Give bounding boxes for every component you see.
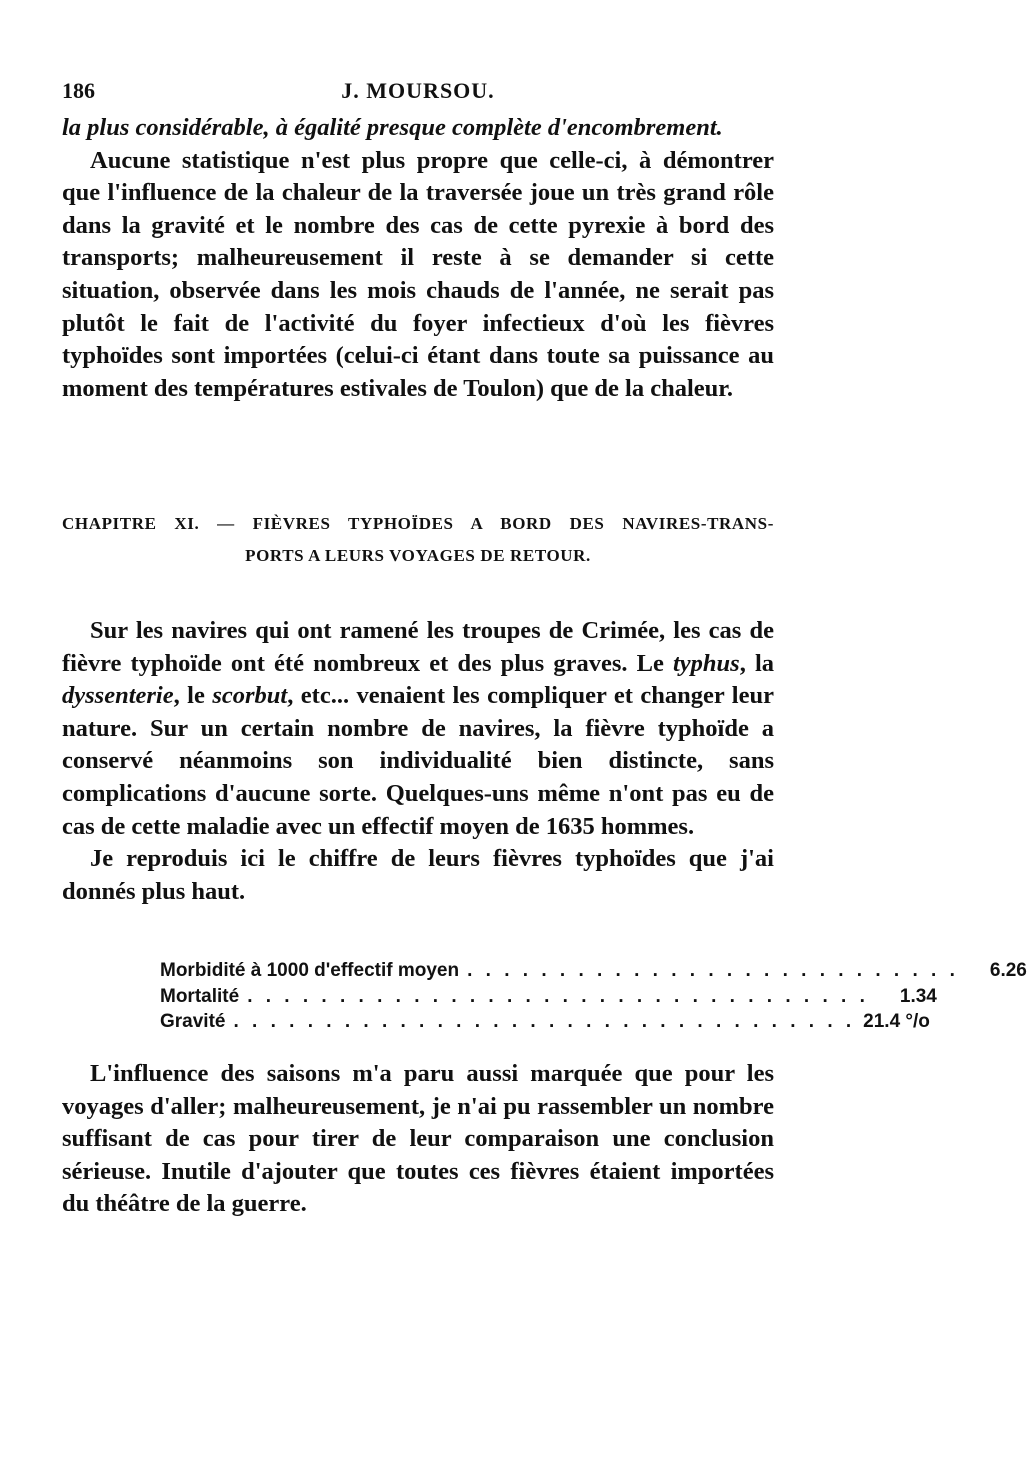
text-block-middle [62, 615, 774, 908]
paragraph-navires-part-2: , etc... venaient les compliquer et changer leur nature. Sur un certain nombre de navires, la fièvre typhoïde a conservé néanmoins son individualité bien distincte, sans complications d'aucune sorte. Quelques-uns même n'ont pas eu de cas de cette maladie avec un effectif moyen de 1635 hommes. [62, 682, 774, 840]
stat-label: Mortalité [160, 985, 240, 1007]
paragraph-navires [62, 615, 774, 843]
running-title: J. MOURSOU. [341, 78, 495, 103]
chapter-heading-line-2: PORTS A LEURS VOYAGES DE RETOUR. [245, 546, 591, 565]
term-scorbut: scorbut [212, 682, 288, 710]
chapter-heading [62, 508, 774, 572]
term-dyssenterie: dyssenterie [62, 682, 174, 710]
page-number: 186 [62, 78, 95, 103]
stat-label: Gravité [160, 1011, 226, 1032]
text-block-top [62, 112, 774, 405]
stat-row [160, 1009, 930, 1035]
stat-value: 1.34 [899, 985, 937, 1007]
dot-leader: . . . . . . . . . . . . . . . . . . . . . . . . . . . . . . . . . . [233, 1011, 856, 1032]
chapter-heading-line-1: CHAPITRE XI. — FIÈVRES TYPHOÏDES A BORD DES NAVIRES-TRANS- [62, 514, 774, 533]
stat-label: Morbidité à 1000 d'effectif moyen [160, 960, 460, 981]
stat-row [160, 984, 937, 1010]
stat-value: 21.4 °/o [863, 1011, 930, 1032]
term-typhus: typhus [672, 649, 740, 677]
paragraph-saisons: L'influence des saisons m'a paru aussi marquée que pour les voyages d'aller; malheureusement, je n'ai pu rassembler un nombre suffisant de cas pour tirer de leur comparaison une conclusion sérieuse. Inutile d'ajouter que toutes ces fièvres étaient importées du théâtre de la guerre. [62, 1060, 774, 1218]
paragraph-reproduis: Je reproduis ici le chiffre de leurs fièvres typhoïdes que j'ai donnés plus haut. [62, 845, 774, 905]
paragraph-continuation [62, 112, 774, 145]
paragraph-statistique: Aucune statistique n'est plus propre que celle-ci, à démontrer que l'influence de la chaleur de la traversée joue un très grand rôle dans la gravité et le nombre des cas de cette pyrexie à bord des transports; malheureusement il reste à se demander si cette situation, observée dans les mois chauds de l'année, ne serait pas plutôt le fait de l'activité du foyer infectieux d'où les fièvres typhoïdes sont importées (celui-ci étant dans toute sa puissance au moment des températures estivales de Toulon) que de la chaleur. [62, 146, 774, 402]
dot-leader: . . . . . . . . . . . . . . . . . . . . . . . . . . . . . . . . . . [247, 985, 869, 1007]
statistics-table [160, 958, 1027, 1035]
stat-row [160, 958, 1027, 984]
separator-2: , le [173, 682, 213, 710]
running-header [62, 74, 774, 108]
paragraph-navires-part-1: Sur les navires qui ont ramené les troupes de Crimée, les cas de fièvre typhoïde ont été nombreux et des plus graves. Le [62, 617, 774, 677]
italic-continuation: la plus considérable, à égalité presque complète d'encombrement. [62, 114, 723, 141]
text-block-bottom [62, 1058, 774, 1221]
separator-1: , la [739, 649, 774, 677]
dot-leader: . . . . . . . . . . . . . . . . . . . . . . . . . . . [467, 960, 959, 981]
stat-value: 6.26 [989, 960, 1027, 981]
